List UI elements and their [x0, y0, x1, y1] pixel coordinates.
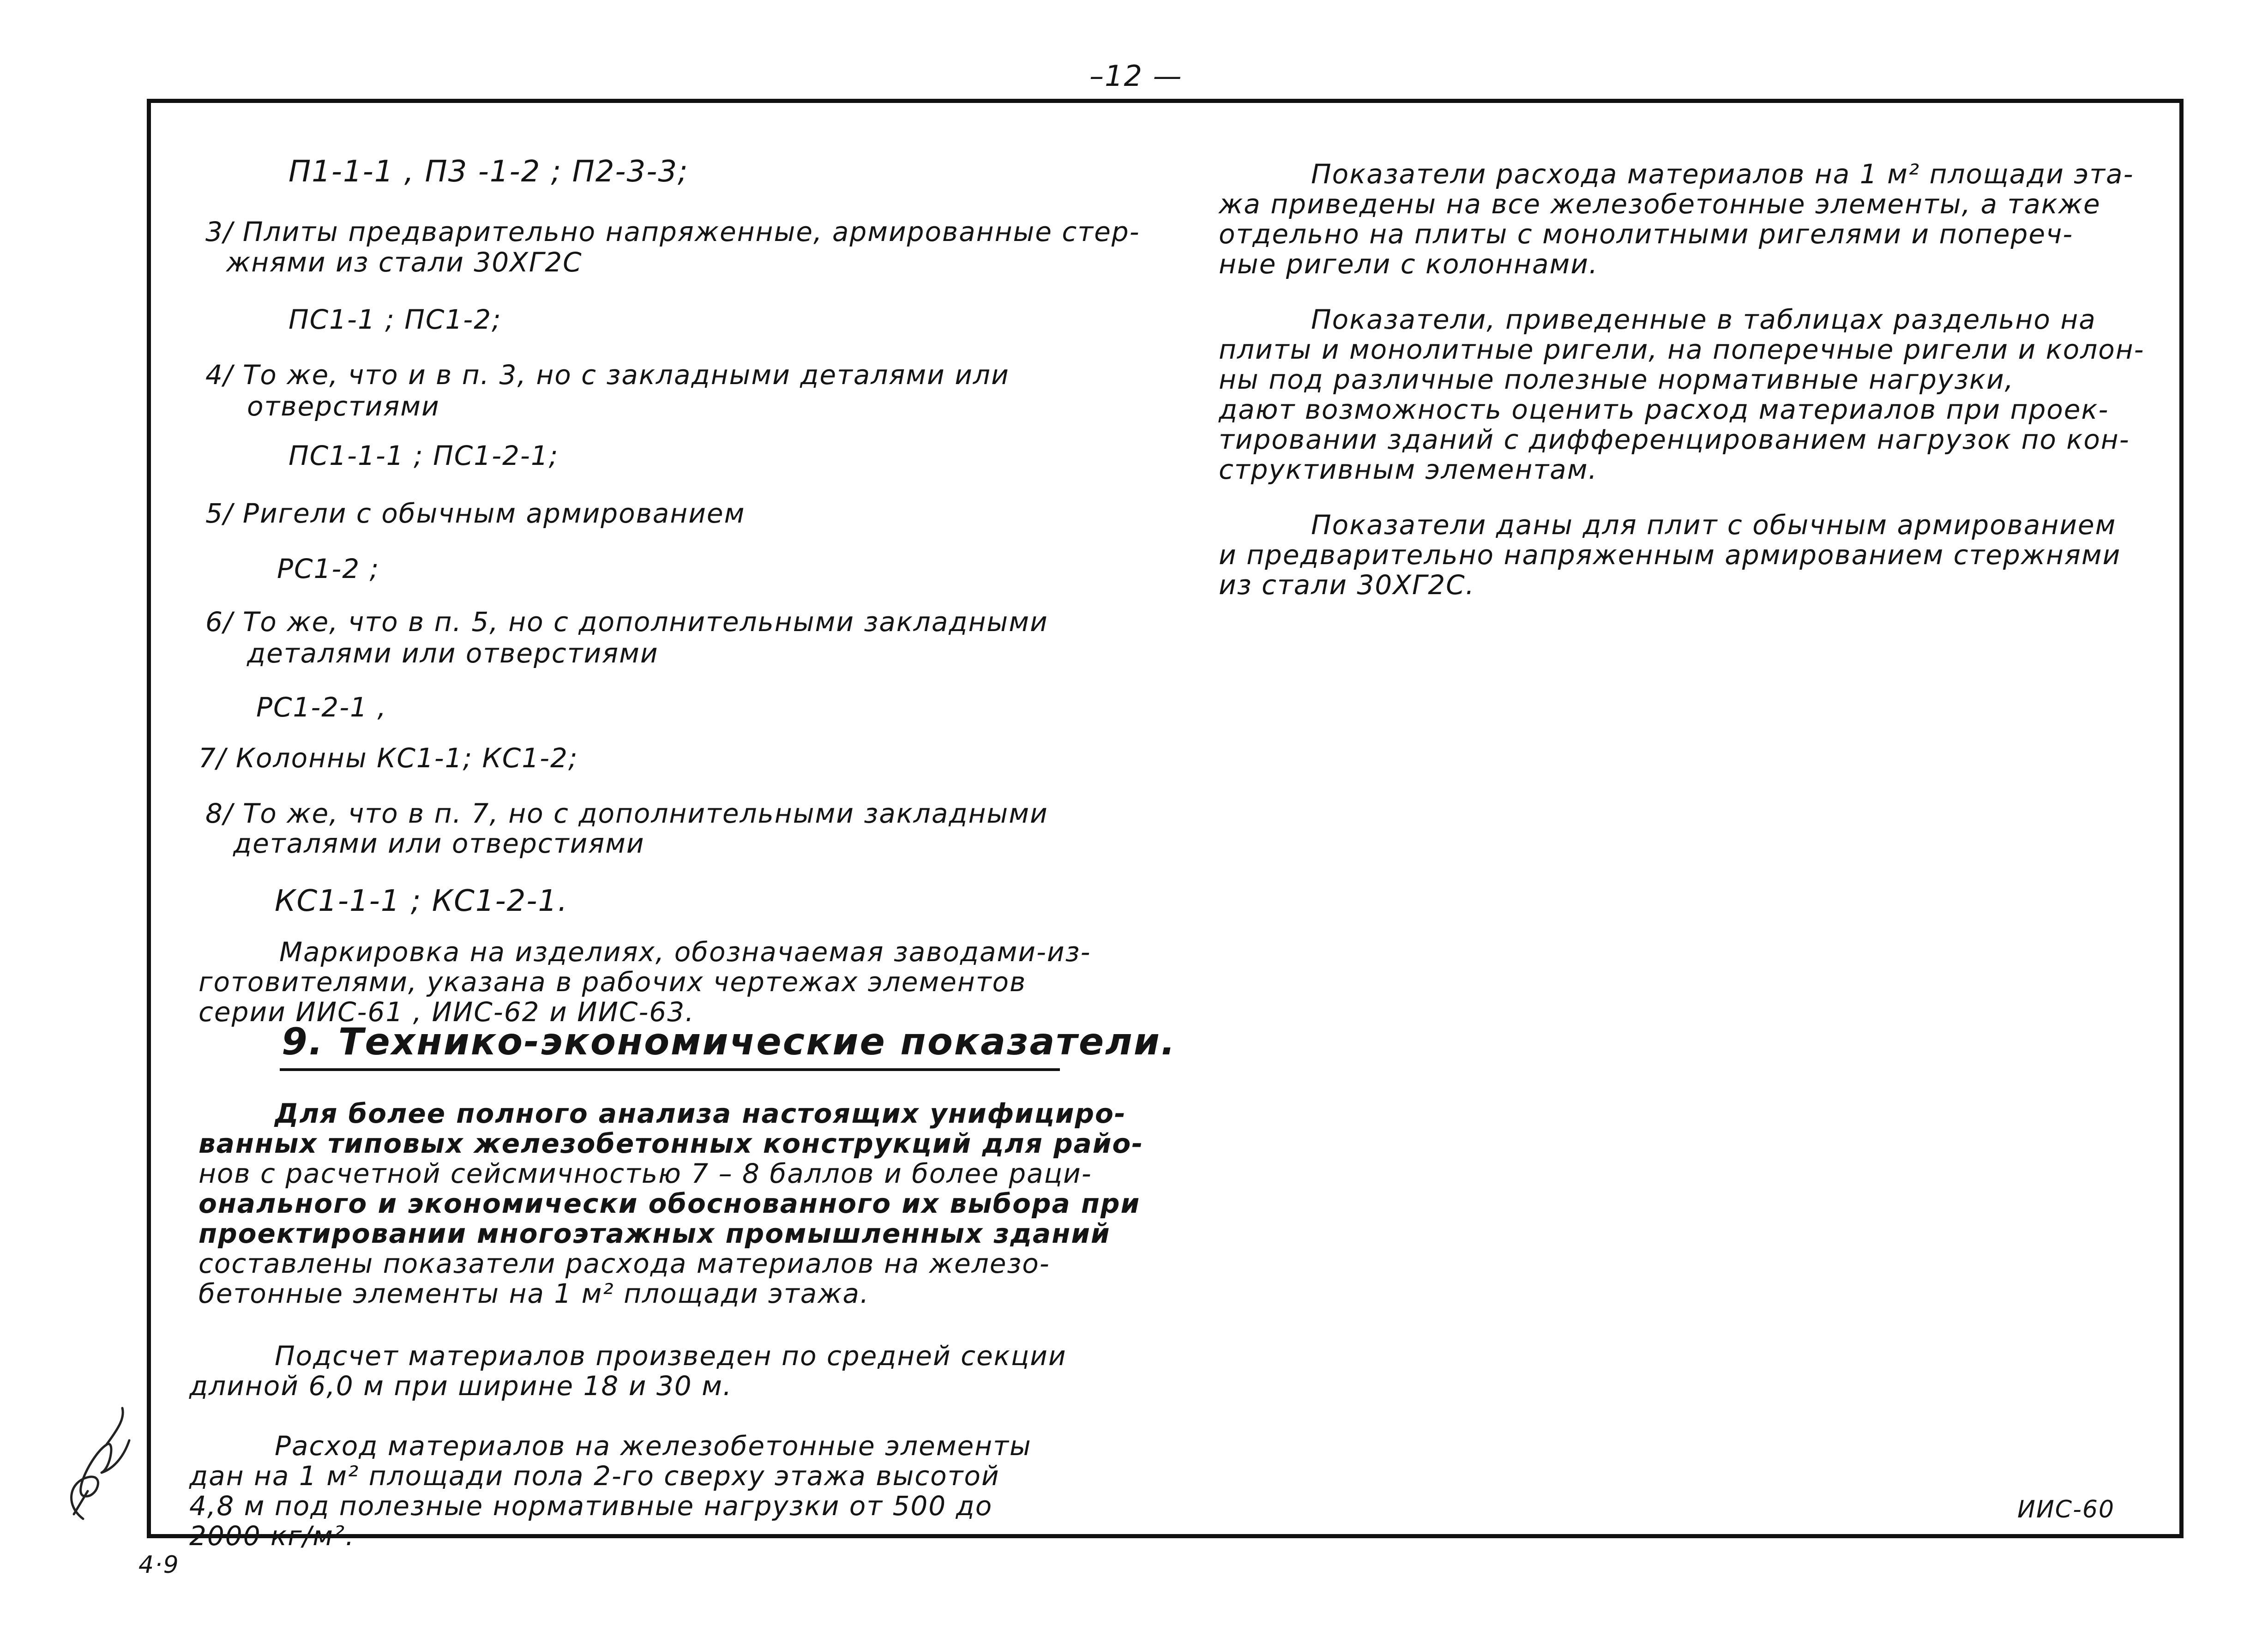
paragraph-line: Расход материалов на железобетонные элементы — [275, 1430, 1032, 1462]
list-item: 8/ То же, что в п. 7, но с дополнительными закладными — [205, 798, 1048, 829]
list-item: 6/ То же, что в п. 5, но с дополнительными закладными — [205, 606, 1048, 638]
list-item: КС1-1-1 ; КС1-2-1. — [275, 884, 568, 918]
paragraph-line: из стали 30ХГ2С. — [1219, 569, 1475, 601]
paragraph-line: серии ИИС-61 , ИИС-62 и ИИС-63. — [199, 996, 695, 1028]
list-item: ПС1-1-1 ; ПС1-2-1; — [289, 440, 559, 471]
list-item: 7/ Колонны КС1-1; КС1-2; — [199, 742, 578, 774]
paragraph-line: отдельно на плиты с монолитными ригелями и попереч- — [1219, 218, 2074, 250]
paragraph-line: и предварительно напряженным армированием стержнями — [1219, 539, 2121, 571]
list-item: 4/ То же, что и в п. 3, но с закладными деталями или — [205, 359, 1010, 391]
paragraph-line: Показатели даны для плит с обычным армированием — [1311, 509, 2117, 541]
paragraph-line: бетонные элементы на 1 м² площади этажа. — [199, 1278, 870, 1309]
paragraph-line: дан на 1 м² площади пола 2-го сверху этажа высотой — [189, 1460, 1000, 1492]
paragraph-line: структивным элементам. — [1219, 454, 1598, 485]
paragraph-line: нов с расчетной сейсмичностью 7 – 8 баллов и более раци- — [199, 1158, 1092, 1189]
paragraph-line: ванных типовых железобетонных конструкций для райо- — [199, 1128, 1144, 1159]
list-item: РС1-2-1 , — [256, 692, 387, 723]
paragraph-line: дают возможность оценить расход материалов при проек- — [1219, 394, 2109, 425]
page-number: –12 — — [1089, 59, 1183, 93]
list-item: жнями из стали 30ХГ2С — [226, 247, 583, 278]
paragraph-line: Подсчет материалов произведен по средней секции — [275, 1340, 1067, 1372]
paragraph-line: 4,8 м под полезные нормативные нагрузки от 500 до — [189, 1490, 993, 1522]
sheet-tag: 4·9 — [138, 1551, 180, 1579]
list-item: П1-1-1 , П3 -1-2 ; П2-3-3; — [289, 155, 689, 189]
handwritten-signature — [55, 1399, 134, 1528]
paragraph-line: ные ригели с колоннами. — [1219, 248, 1599, 280]
paragraph-line: составлены показатели расхода материалов на железо- — [199, 1248, 1050, 1279]
paragraph-line: тировании зданий с дифференцированием нагрузок по кон- — [1219, 424, 2130, 455]
paragraph-line: Маркировка на изделиях, обозначаемая заводами-из- — [279, 936, 1091, 968]
series-code: ИИС-60 — [2017, 1496, 2115, 1523]
paragraph-line: жа приведены на все железобетонные элементы, а также — [1219, 188, 2101, 220]
paragraph-line: Для более полного анализа настоящих унифициро- — [275, 1098, 1126, 1129]
list-item: отверстиями — [247, 391, 440, 422]
section-title: 9. Технико-экономические показатели. — [282, 1020, 1177, 1063]
paragraph-line: готовителями, указана в рабочих чертежах элементов — [199, 966, 1027, 998]
list-item: 3/ Плиты предварительно напряженные, армированные стер- — [205, 216, 1140, 247]
paragraph-line: проектировании многоэтажных промышленных зданий — [199, 1218, 1111, 1249]
paragraph-line: 2000 кг/м². — [189, 1520, 355, 1552]
section-title-underline — [280, 1068, 1060, 1071]
paragraph-line: ны под различные полезные нормативные нагрузки, — [1219, 364, 2015, 395]
list-item: РС1-2 ; — [277, 553, 380, 584]
list-item: 5/ Ригели с обычным армированием — [205, 498, 746, 529]
paragraph-line: онального и экономически обоснованного их выбора при — [199, 1188, 1141, 1219]
list-item: ПС1-1 ; ПС1-2; — [289, 304, 502, 335]
paragraph-line: Показатели, приведенные в таблицах раздельно на — [1311, 304, 2096, 335]
list-item: деталями или отверстиями — [233, 828, 645, 859]
paragraph-line: плиты и монолитные ригели, на поперечные ригели и колон- — [1219, 334, 2145, 365]
paragraph-line: длиной 6,0 м при ширине 18 и 30 м. — [189, 1370, 733, 1402]
paragraph-line: Показатели расхода материалов на 1 м² площади эта- — [1311, 158, 2134, 190]
list-item: деталями или отверстиями — [247, 638, 659, 669]
